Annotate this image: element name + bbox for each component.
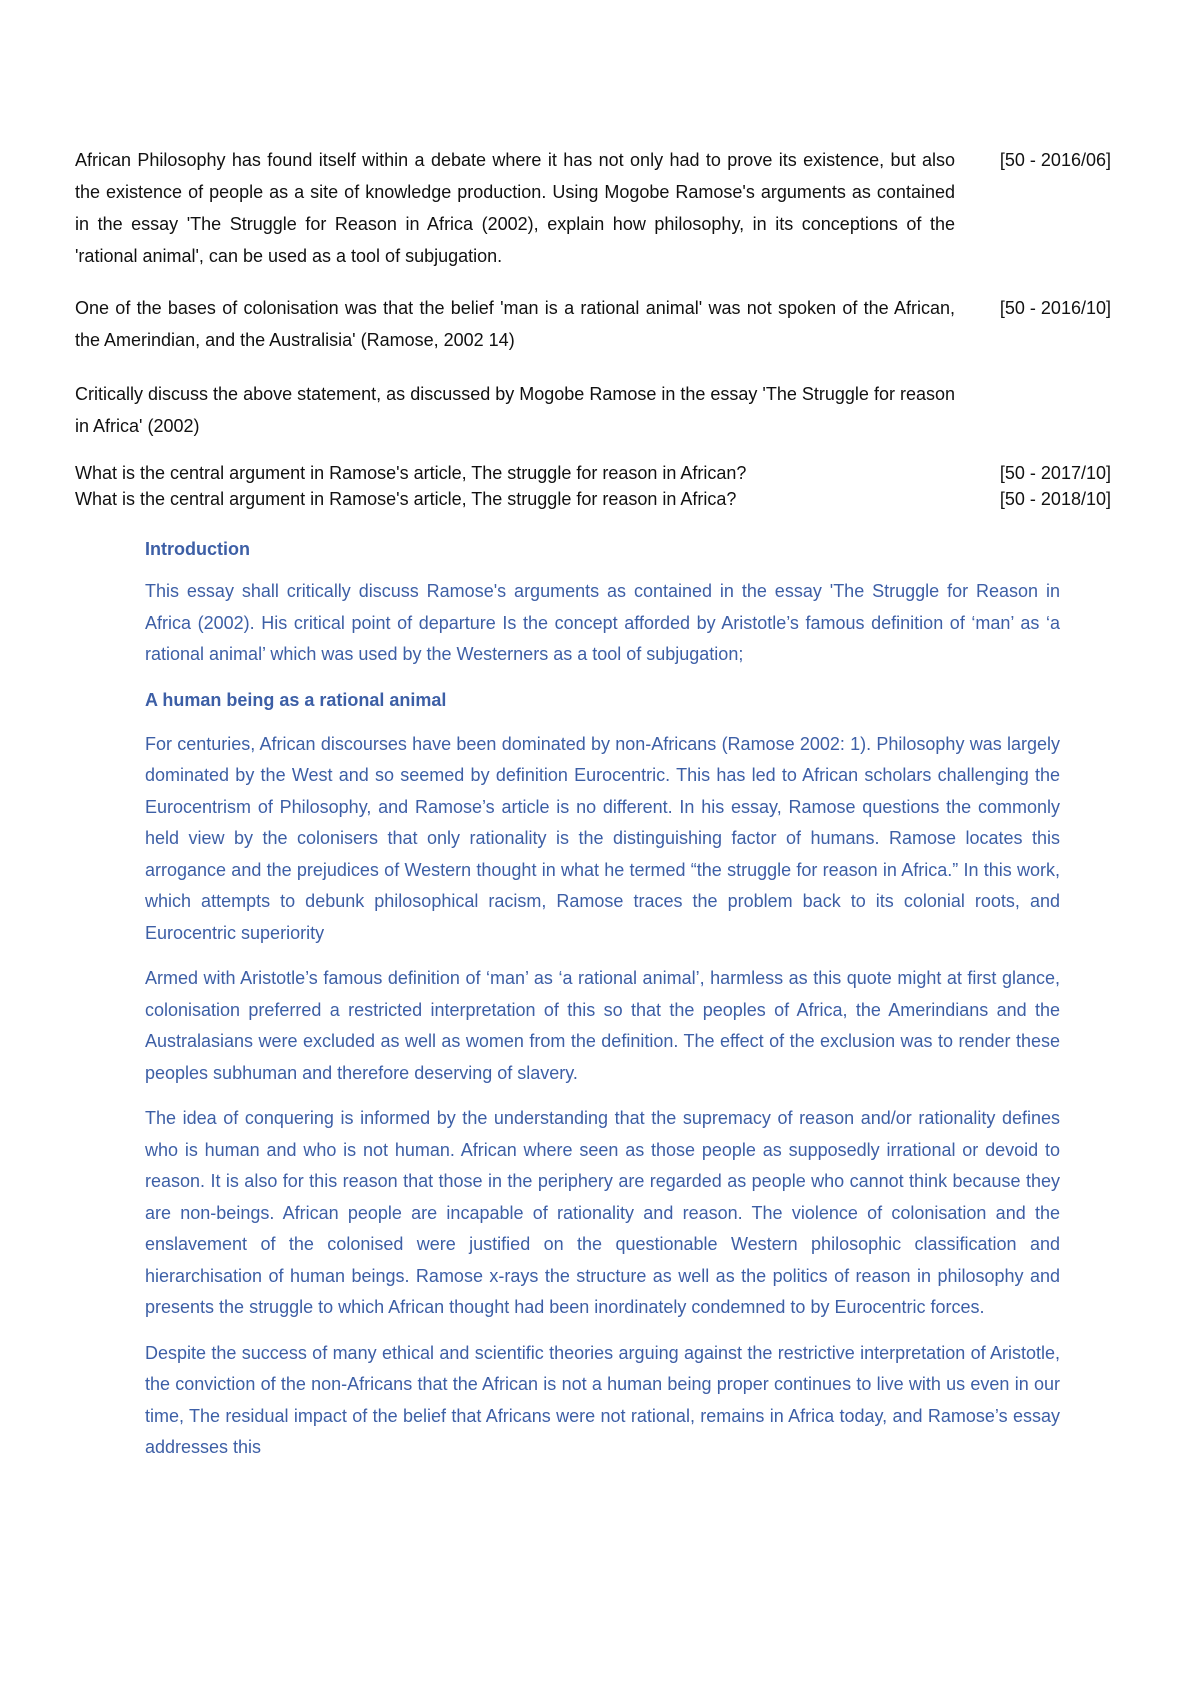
- question-2: [75, 292, 1111, 356]
- question-mark: [50 - 2016/06]: [999, 150, 1111, 170]
- question-2-instruction: [75, 378, 1111, 442]
- introduction-paragraph: This essay shall critically discuss Ramose's arguments as contained in the essay 'The Struggle for Reason in Africa (2002). His critical point of departure Is the concept afforded by Aristotle’s famous definition of ‘man’ as ‘a rational animal’ which was used by the Westerners as a tool of subjugation;: [145, 581, 1060, 664]
- introduction-heading: Introduction: [145, 539, 250, 559]
- essay-paragraph: Despite the success of many ethical and scientific theories arguing against the restrictive interpretation of Aristotle, the conviction of the non-Africans that the African is not a human being proper continues to live with us even in our time, The residual impact of the belief that Africans were not rational, remains in Africa today, and Ramose’s essay addresses this: [145, 1342, 1060, 1457]
- question-text: What is the central argument in Ramose's article, The struggle for reason in African?: [75, 463, 747, 483]
- essay-paragraph: Armed with Aristotle’s famous definition of ‘man’ as ‘a rational animal’, harmless as this quote might at first glance, colonisation preferred a restricted interpretation of this so that the peoples of Africa, the Amerindians and the Australasians were excluded as well as women from the definition. The effect of the exclusion was to render these peoples subhuman and therefore deserving of slavery.: [145, 968, 1060, 1083]
- section-heading: A human being as a rational animal: [145, 689, 447, 710]
- question-4: [75, 486, 1111, 512]
- question-text: One of the bases of colonisation was that the belief 'man is a rational animal' was not spoken of the African, the Amerindian, and the Australisia' (Ramose, 2002 14): [75, 298, 955, 350]
- question-mark: [50 - 2017/10]: [999, 463, 1111, 483]
- question-mark: [50 - 2018/10]: [999, 489, 1111, 509]
- question-text: What is the central argument in Ramose's article, The struggle for reason in Africa?: [75, 489, 737, 509]
- essay-answer: [145, 536, 1060, 1478]
- exam-questions: [75, 144, 1111, 512]
- question-3: [75, 460, 1111, 486]
- essay-paragraph: For centuries, African discourses have been dominated by non-Africans (Ramose 2002: 1). Philosophy was largely dominated by the West and so seemed by definition Eurocentric. This has led to African scholars challenging the Eurocentrism of Philosophy, and Ramose’s article is no different. In his essay, Ramose questions the commonly held view by the colonisers that only rationality is the distinguishing factor of humans. Ramose locates this arrogance and the prejudices of Western thought in what he termed “the struggle for reason in Africa.” In this work, which attempts to debunk philosophical racism, Ramose traces the problem back to its colonial roots, and Eurocentric superiority: [145, 733, 1060, 943]
- question-text: Critically discuss the above statement, as discussed by Mogobe Ramose in the essay 'The Struggle for reason in Africa' (2002): [75, 384, 955, 436]
- question-text: African Philosophy has found itself within a debate where it has not only had to prove its existence, but also the existence of people as a site of knowledge production. Using Mogobe Ramose's arguments as contained in the essay 'The Struggle for Reason in Africa (2002), explain how philosophy, in its conceptions of the 'rational animal', can be used as a tool of subjugation.: [75, 150, 955, 266]
- question-mark: [50 - 2016/10]: [999, 298, 1111, 318]
- question-1: [75, 144, 1111, 272]
- essay-paragraph: The idea of conquering is informed by the understanding that the supremacy of reason and/or rationality defines who is human and who is not human. African where seen as those people as supposedly irrational or devoid to reason. It is also for this reason that those in the periphery are regarded as people who cannot think because they are non-beings. African people are incapable of rationality and reason. The violence of colonisation and the enslavement of the colonised were justified on the questionable Western philosophic classification and hierarchisation of human beings. Ramose x-rays the structure as well as the politics of reason in philosophy and presents the struggle to which African thought had been inordinately condemned to by Eurocentric forces.: [145, 1108, 1060, 1317]
